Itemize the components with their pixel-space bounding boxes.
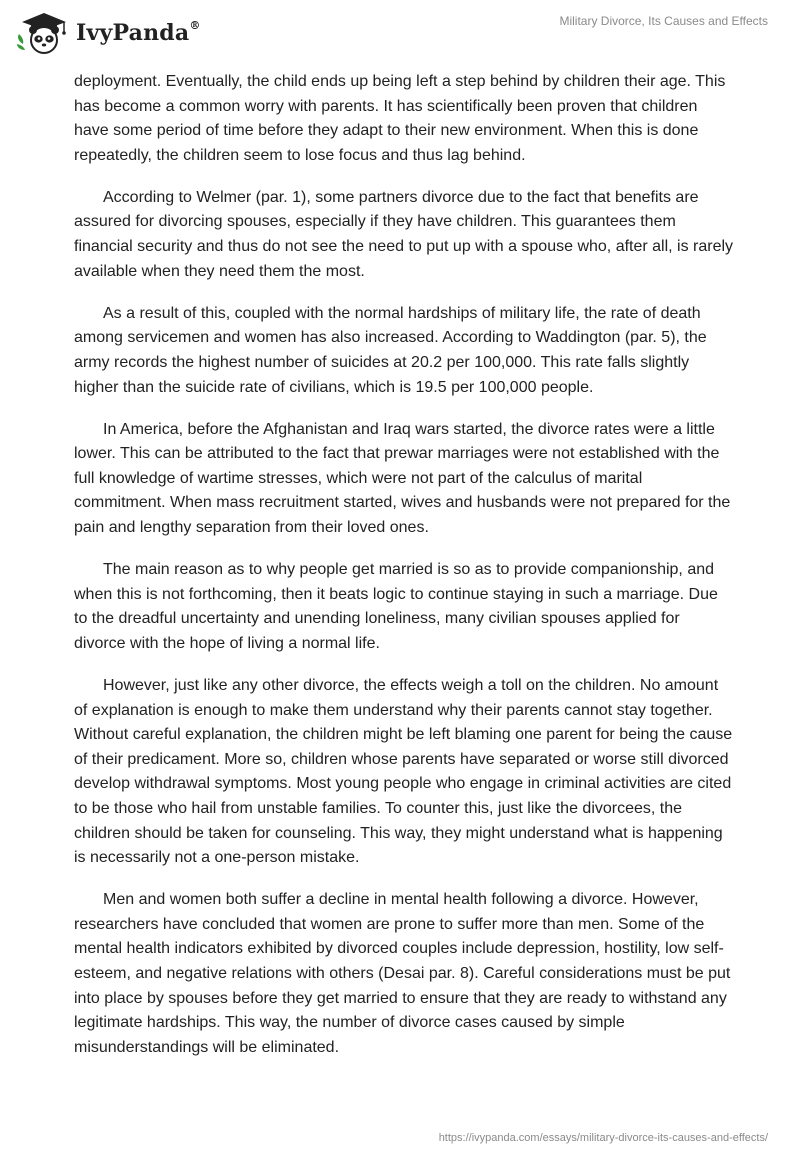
ivypanda-logo[interactable] — [14, 10, 201, 56]
paragraph-2: According to Welmer (par. 1), some partners divorce due to the fact that benefits are assured for divorcing spouses, especially if they have children. This guarantees them financial security and thus do not see the need to put up with a spouse who, after all, is rarely available when they need them the most. — [74, 188, 734, 280]
paragraph-6: However, just like any other divorce, the effects weigh a toll on the children. No amount of explanation is enough to make them understand why their parents cannot stay together. Without careful explanation, the children might be left blaming one parent for being the cause of their predicament. More so, children whose parents have separated or worse still divorced develop withdrawal symptoms. Most young people who engage in criminal activities are cited to be those who hail from unstable families. To counter this, just like the divorcees, the children should be taken for counseling. This way, they might understand what is happening is necessarily not a one-person mistake. — [74, 676, 733, 867]
registered-mark: ® — [189, 18, 201, 32]
paragraph-1: deployment. Eventually, the child ends up being left a step behind by children their age. This has become a common worry with parents. It has scientifically been proven that children have some period of time before they adapt to their new environment. When this is done repeatedly, the children seem to lose focus and thus lag behind. — [74, 73, 726, 164]
source-url[interactable]: https://ivypanda.com/essays/military-divorce-its-causes-and-effects/ — [438, 1132, 768, 1144]
paragraph-4: In America, before the Afghanistan and Iraq wars started, the divorce rates were a little lower. This can be attributed to the fact that prewar marriages were not established with the full knowledge of wartime stresses, which were not part of the calculus of marital commitment. When mass recruitment started, wives and husbands were not prepared for the pain and lengthy separation from their loved ones. — [74, 420, 731, 536]
essay-body — [74, 70, 734, 1078]
logo-text: IvyPanda — [76, 20, 190, 46]
paragraph-7: Men and women both suffer a decline in mental health following a divorce. However, researchers have concluded that women are prone to suffer more than men. Some of the mental health indicators exhibited by divorced couples include depression, hostility, low self-esteem, and negative relations with others (Desai par. 8). Careful considerations must be put into place by spouses before they get married to ensure that they are ready to withstand any legitimate hardships. This way, the number of divorce cases caused by simple misunderstandings will be eliminated. — [74, 891, 731, 1056]
page-header — [0, 0, 800, 70]
paragraph-3: As a result of this, coupled with the normal hardships of military life, the rate of death among servicemen and women has also increased. According to Waddington (par. 5), the army records the highest number of suicides at 20.2 per 100,000. This rate falls slightly higher than the suicide rate of civilians, which is 19.5 per 100,000 people. — [74, 304, 707, 396]
document-title: Military Divorce, Its Causes and Effects — [559, 14, 768, 28]
panda-graduation-cap-icon — [14, 10, 70, 56]
paragraph-5: The main reason as to why people get married is so as to provide companionship, and when this is not forthcoming, then it beats logic to continue staying in such a marriage. Due to the dreadful uncertainty and unending loneliness, many civilian spouses applied for divorce with the hope of living a normal life. — [74, 561, 718, 652]
logo-wordmark — [76, 20, 201, 46]
